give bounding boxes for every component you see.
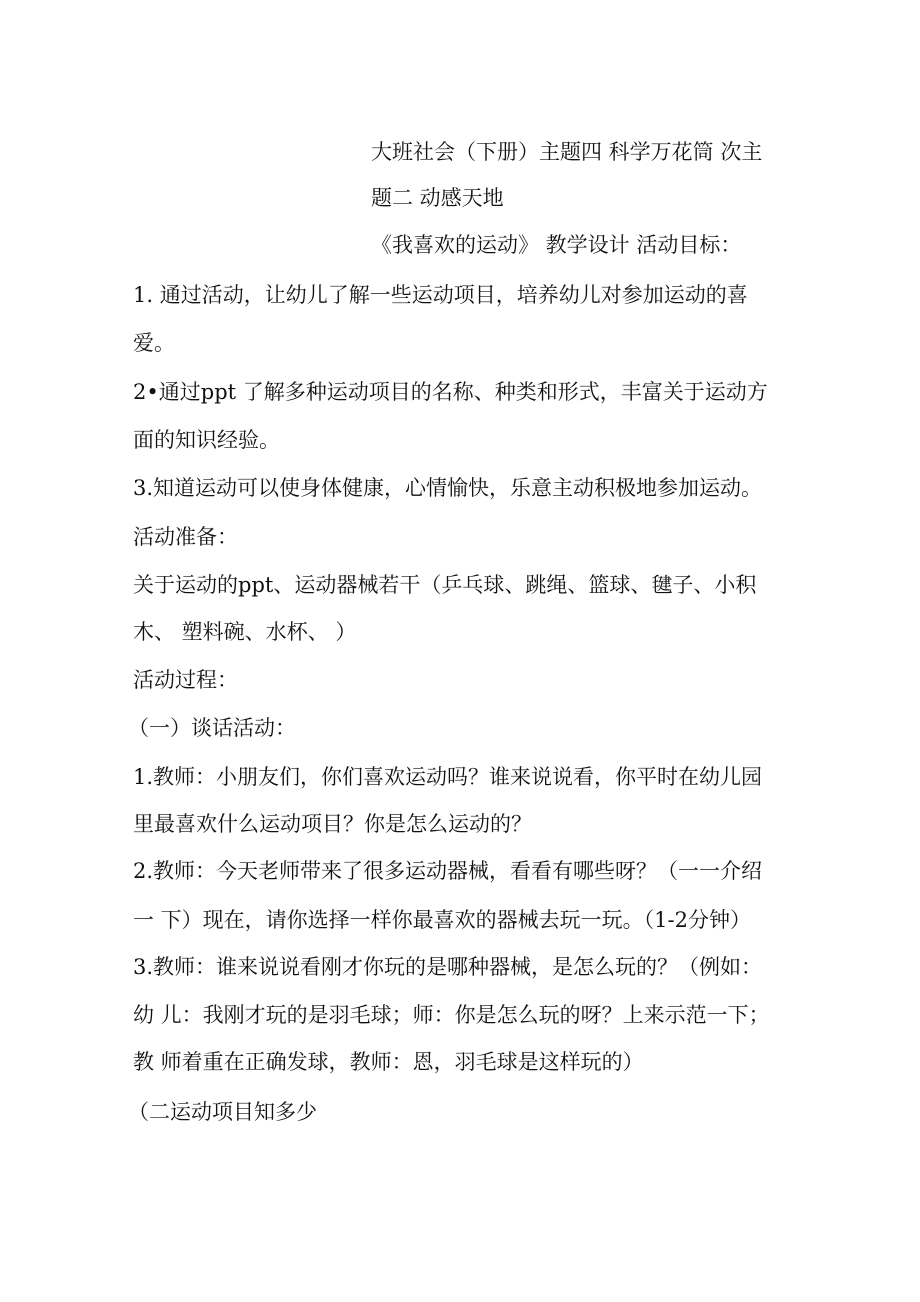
process-line: 教 师着重在正确发球，教师：恩，羽毛球是这样玩的）	[133, 1050, 644, 1074]
process-line: 3.教师：谁来说说看刚才你玩的是哪种器械，是怎么玩的？（例如：	[133, 955, 763, 979]
goal-line: 1. 通过活动，让幼儿了解一些运动项目，培养幼儿对参加运动的喜	[133, 283, 748, 307]
goal-line: 3.知道运动可以使身体健康，心情愉快，乐意主动积极地参加运动。	[133, 476, 763, 500]
process-line: 里最喜欢什么运动项目？你是怎么运动的？	[133, 812, 532, 836]
title-line-1: 大班社会（下册）主题四 科学万花筒 次主	[371, 140, 763, 164]
process-line: 1.教师：小朋友们，你们喜欢运动吗？谁来说说看，你平时在幼儿园	[133, 765, 763, 789]
preparation-heading: 活动准备：	[133, 525, 238, 549]
title-line-3: 《我喜欢的运动》 教学设计 活动目标：	[371, 233, 742, 257]
section-heading-2: （二运动项目知多少	[128, 1100, 317, 1124]
process-line: 一 下）现在，请你选择一样你最喜欢的器械去玩一玩。（1-2分钟）	[133, 908, 751, 932]
process-line: 2.教师：今天老师带来了很多运动器械，看看有哪些呀？（一一介绍	[133, 859, 763, 883]
title-line-2: 题二 动感天地	[371, 186, 504, 210]
section-heading-1: （一）谈话活动：	[128, 716, 296, 740]
preparation-line: 木、 塑料碗、水杯、 ）	[133, 620, 357, 644]
goal-line: 面的知识经验。	[133, 428, 280, 452]
process-heading: 活动过程：	[133, 668, 238, 692]
preparation-line: 关于运动的ppt、运动器械若干（乒乓球、跳绳、篮球、毽子、小积	[133, 573, 757, 597]
goal-line: 爱。	[133, 331, 175, 355]
goal-line: 2•通过ppt 了解多种运动项目的名称、种类和形式，丰富关于运动方	[133, 380, 768, 404]
process-line: 幼 儿：我刚才玩的是羽毛球；师：你是怎么玩的呀？上来示范一下；	[133, 1003, 770, 1027]
